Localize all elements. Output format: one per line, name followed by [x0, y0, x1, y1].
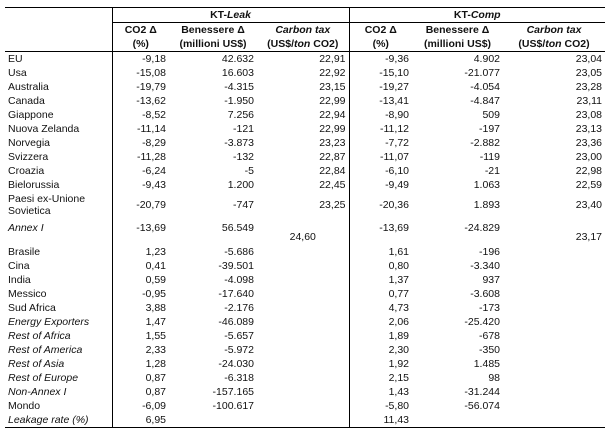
table-row: Giappone -8,52 7.256 22,94 -8,90 509 23,08	[8, 109, 603, 121]
table-row-ex-soviet: Paesi ex-Unione Sovietica -20,79 -747 23,25 -20,36 1.893 23,40	[8, 193, 603, 217]
table-row: Rest of America 2,33 -5.972 2,30 -350	[8, 344, 500, 356]
col-co2-header: CO2 Δ	[349, 23, 412, 38]
col-co2-header: CO2 Δ	[112, 23, 169, 38]
table-row: Non-Annex I 0,87 -157.165 1,43 -31.244	[8, 386, 500, 398]
table-row-leakage: Leakage rate (%) 6,95 11,43	[5, 413, 605, 428]
col-benessere-unit: (millioni US$)	[412, 37, 503, 52]
col-co2-unit: (%)	[349, 37, 412, 52]
column-header-row-1	[5, 23, 605, 38]
table-row: Sud Africa 3,88 -2.176 4,73 -173	[8, 302, 500, 314]
group-kt-leak: KT-Leak	[112, 8, 349, 23]
col-benessere-header: Benessere Δ	[181, 24, 245, 36]
table-row: Rest of Asia 1,28 -24.030 1,92 1.485	[8, 358, 500, 370]
table-row: Usa -15,08 16.603 22,92 -15,10 -21.077 23,05	[8, 67, 603, 79]
group-kt-comp: KT-Comp	[349, 8, 605, 23]
table-row: Croazia -6,24 -5 22,84 -6,10 -21 22,98	[8, 165, 603, 177]
table-row: Cina 0,41 -39.501 0,80 -3.340	[8, 260, 500, 272]
table-row: Mondo -6,09 -100.617 -5,80 -56.074	[8, 400, 500, 412]
table-row: Energy Exporters 1,47 -46.089 2,06 -25.420	[8, 316, 500, 328]
table-row-annex-i: Annex I -13,69 56.549 24,60 -13,69 -24.829 23,17	[5, 218, 605, 245]
col-carbon-tax-unit: (US$/ton CO2)	[257, 37, 349, 52]
col-benessere-header: Benessere Δ	[425, 24, 490, 36]
table-row: Messico -0,95 -17.640 0,77 -3.608	[8, 288, 500, 300]
table-row: Brasile 1,23 -5.686 1,61 -196	[8, 246, 500, 258]
table-row: Norvegia -8,29 -3.873 23,23 -7,72 -2.882 23,36	[8, 137, 603, 149]
table-row: Australia -19,79 -4.315 23,15 -19,27 -4.054 23,28	[8, 81, 603, 93]
results-table	[5, 7, 605, 428]
col-carbon-tax-header: Carbon tax	[275, 24, 331, 36]
table-row: Nuova Zelanda -11,14 -121 22,99 -11,12 -197 23,13	[8, 123, 603, 135]
table-row: India 0,59 -4.098 1,37 937	[8, 274, 500, 286]
col-co2-unit: (%)	[112, 37, 169, 52]
table-row: Canada -13,62 -1.950 22,99 -13,41 -4.847 23,11	[8, 95, 603, 107]
col-benessere-unit: (millioni US$)	[169, 37, 257, 52]
column-header-row-2	[5, 37, 605, 52]
col-carbon-tax-unit: (US$/ton CO2)	[503, 37, 605, 52]
table-row: Bielorussia -9,43 1.200 22,45 -9,49 1.063 22,59	[8, 179, 603, 191]
col-carbon-tax-header: Carbon tax	[526, 24, 582, 36]
table-row: EU -9,18 42.632 22,91 -9,36 4.902 23,04	[8, 53, 603, 65]
table-row: Svizzera -11,28 -132 22,87 -11,07 -119 23,00	[8, 151, 603, 163]
table-row: Rest of Africa 1,55 -5.657 1,89 -678	[8, 330, 500, 342]
group-header-row	[5, 8, 605, 23]
table-row: Rest of Europe 0,87 -6.318 2,15 98	[8, 372, 500, 384]
